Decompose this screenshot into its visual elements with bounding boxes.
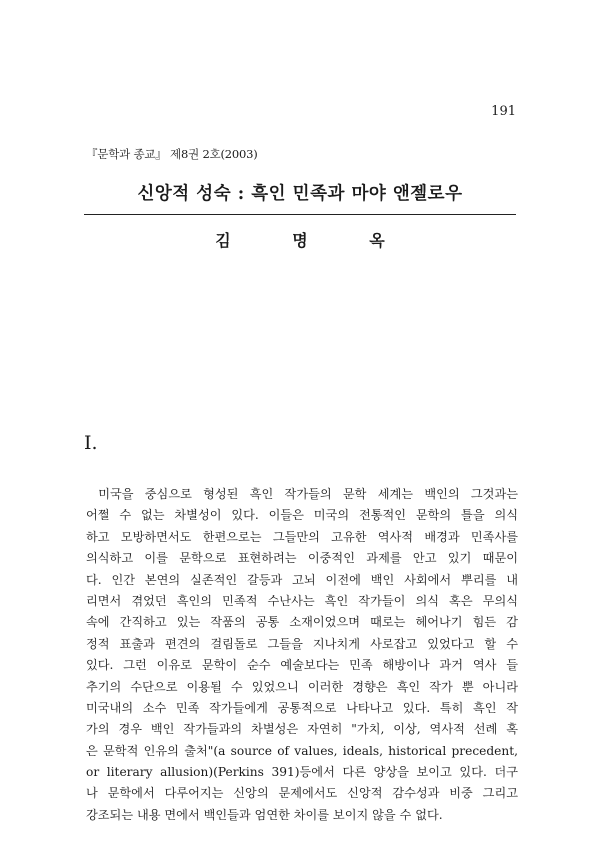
body-line: 하고 모방하면서도 한편으로는 그들만의 고유한 역사적 배경과 민족사를 (86, 529, 518, 544)
body-line: 나 문학에서 다루어지는 신앙의 문제에서도 신앙적 감수성과 비중 그리고 (86, 786, 518, 801)
body-paragraph (86, 484, 518, 826)
body-line: 다. 인간 본연의 실존적인 갈등과 고뇌 이전에 백인 사회에서 뿌리를 내 (86, 572, 518, 587)
body-line: 강조되는 내용 면에서 백인들과 엄연한 차이를 보이지 않을 수 없다. (86, 807, 443, 822)
article-title: 신앙적 성숙 : 흑인 민족과 마야 앤젤로우 (137, 184, 463, 204)
body-line: 추기의 수단으로 이용될 수 있었으니 이러한 경향은 흑인 작가 뿐 아니라 (86, 679, 518, 694)
body-line: 정적 표출과 편견의 걸림돌로 그들을 지나치게 사로잡고 있었다고 할 수 (86, 636, 518, 651)
body-line: 의식하고 이를 문학으로 표현하려는 이중적인 과제를 안고 있기 때문이 (86, 551, 518, 566)
body-line: 가의 경우 백인 작가들과의 차별성은 자연히 "가치, 이상, 역사적 선례 혹 (86, 722, 518, 737)
page-number: 191 (491, 104, 516, 119)
journal-citation: 『문학과 종교』 제8권 2호(2003) (86, 147, 258, 161)
title-rule (84, 214, 516, 215)
author-name: 김 명 옥 (215, 231, 413, 250)
body-line: 리면서 겪었던 흑인의 민족적 수난사는 흑인 작가들이 의식 혹은 무의식 (86, 593, 518, 608)
body-line: 있다. 그런 이유로 문학이 순수 예술보다는 민족 해방이나 과거 역사 들 (86, 658, 518, 673)
body-line: 은 문학적 인유의 출처"(a source of values, ideals, historical precedent, (86, 743, 518, 758)
body-line: 미국내의 소수 민족 작가들에게 공통적으로 나타나고 있다. 특히 흑인 작 (86, 700, 518, 715)
body-line: 속에 간직하고 있는 작품의 공통 소재이었으며 때로는 헤어나기 힘든 감 (86, 615, 518, 630)
body-line: 미국을 중심으로 형성된 흑인 작가들의 문학 세계는 백인의 그것과는 (98, 487, 518, 501)
body-line: 어쩔 수 없는 차별성이 있다. 이들은 미국의 전통적인 문학의 틀을 의식 (86, 508, 518, 523)
section-heading: Ⅰ. (84, 432, 98, 454)
body-line: or literary allusion)(Perkins 391)등에서 다른 양상을 보이고 있다. 더구 (86, 765, 518, 780)
